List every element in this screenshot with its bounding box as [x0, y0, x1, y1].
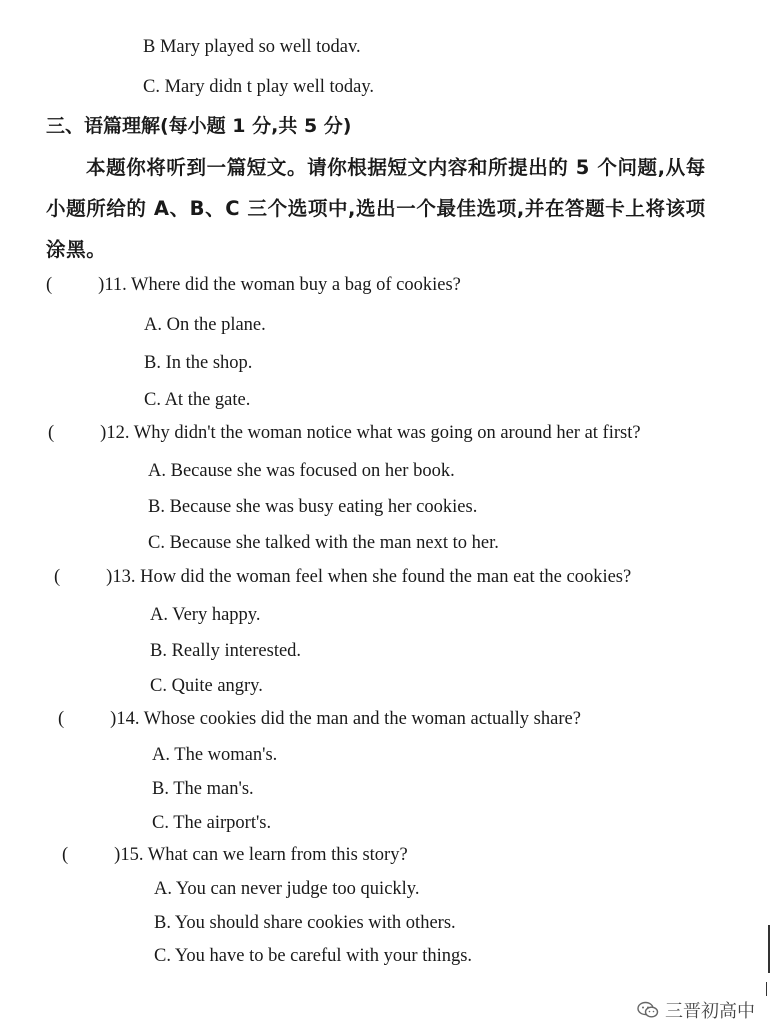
instruction-line-3: 涂黑。 — [46, 238, 107, 261]
answer-paren-open: ( — [58, 709, 65, 729]
instruction-line-1: 本题你将听到一篇短文。请你根据短文内容和所提出的 5 个问题,从每 — [86, 156, 706, 179]
answer-paren-open: ( — [54, 567, 61, 587]
wechat-icon — [637, 1001, 659, 1019]
question-12 — [48, 424, 641, 443]
option-15-b: B. You should share cookies with others. — [154, 913, 456, 933]
answer-paren-open: ( — [46, 275, 53, 295]
option-15-a: A. You can never judge too quickly. — [154, 879, 420, 899]
prev-option-b: B Mary played so well todav. — [143, 37, 361, 57]
option-12-b: B. Because she was busy eating her cookies. — [148, 497, 478, 517]
scan-edge-mark — [768, 925, 770, 973]
watermark — [637, 997, 755, 1023]
option-12-c: C. Because she talked with the man next to her. — [148, 533, 499, 553]
instruction-line-2: 小题所给的 A、B、C 三个选项中,选出一个最佳选项,并在答题卡上将该项 — [46, 197, 706, 220]
section-title: 三、语篇理解(每小题 1 分,共 5 分) — [46, 115, 352, 137]
option-14-a: A. The woman's. — [152, 745, 278, 765]
option-11-b: B. In the shop. — [144, 353, 253, 373]
option-11-a: A. On the plane. — [144, 315, 266, 335]
option-13-b: B. Really interested. — [150, 641, 302, 661]
option-11-c: C. At the gate. — [144, 390, 251, 410]
option-13-a: A. Very happy. — [150, 605, 261, 625]
option-12-a: A. Because she was focused on her book. — [148, 461, 455, 481]
question-text: )15. What can we learn from this story? — [114, 845, 408, 865]
question-15 — [62, 846, 408, 865]
question-text: )11. Where did the woman buy a bag of cookies? — [98, 275, 461, 295]
answer-paren-open: ( — [48, 423, 55, 443]
option-15-c: C. You have to be careful with your things. — [154, 946, 473, 966]
question-text: )13. How did the woman feel when she found the man eat the cookies? — [106, 567, 632, 587]
option-14-c: C. The airport's. — [152, 813, 272, 833]
question-text: )14. Whose cookies did the man and the woman actually share? — [110, 709, 581, 729]
question-14 — [58, 710, 581, 729]
question-13 — [54, 568, 631, 587]
option-13-c: C. Quite angry. — [150, 676, 263, 696]
prev-option-c: C. Mary didn t play well today. — [143, 77, 375, 97]
answer-paren-open: ( — [62, 845, 69, 865]
option-14-b: B. The man's. — [152, 779, 254, 799]
scan-edge-mark — [766, 982, 767, 996]
question-text: )12. Why didn't the woman notice what was going on around her at first? — [100, 423, 641, 443]
question-11 — [46, 276, 461, 295]
watermark-text: 三晋初高中 — [665, 1001, 755, 1022]
